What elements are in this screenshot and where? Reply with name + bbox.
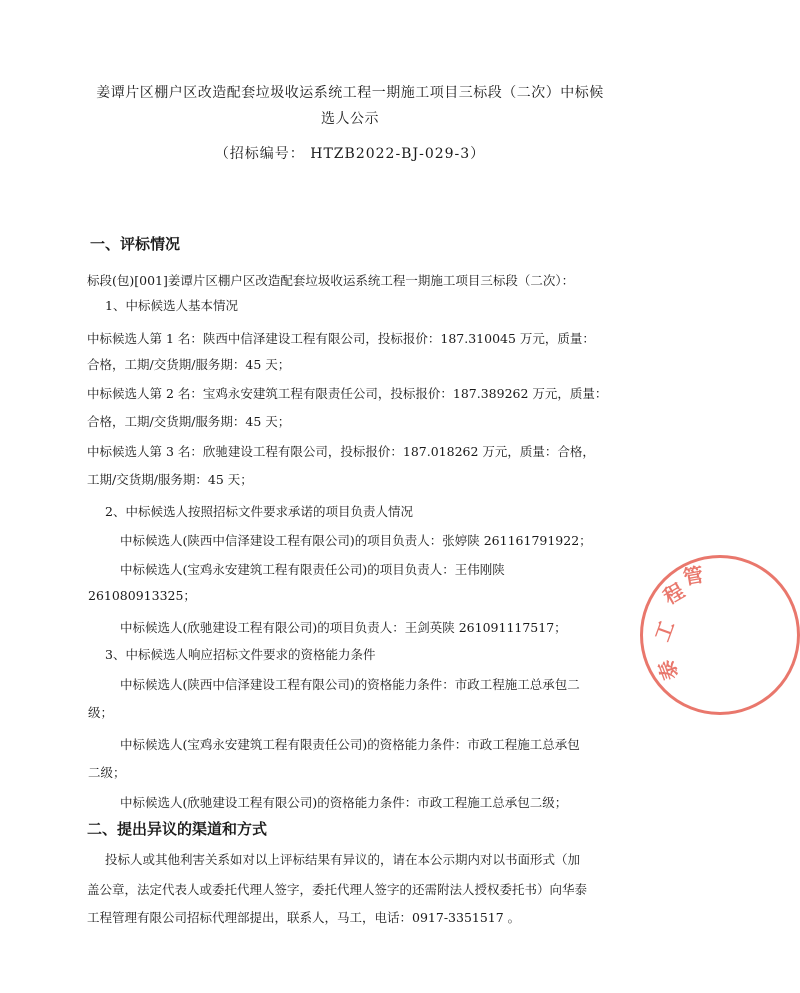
document-title: 姜谭片区棚户区改造配套垃圾收运系统工程一期施工项目三标段（二次）中标候 选人公示 [96, 85, 604, 127]
manager-line: 261080913325； [88, 588, 196, 603]
section-heading-evaluation: 一、评标情况 [90, 235, 181, 253]
qualification-line: 中标候选人(陕西中信泽建设工程有限公司)的资格能力条件：市政工程施工总承包二 [120, 677, 580, 692]
objection-line: 工程管理有限公司招标代理部提出，联系人，马工，电话：0917-3351517 。 [87, 910, 521, 925]
objection-line: 投标人或其他利害关系如对以上评标结果有异议的，请在本公示期内对以书面形式（加 [105, 852, 581, 867]
candidate-2-line2: 合格，工期/交货期/服务期：45 天； [87, 414, 291, 429]
manager-line: 中标候选人(宝鸡永安建筑工程有限责任公司)的项目负责人：王伟刚陕 [120, 562, 505, 577]
qualification-line: 中标候选人(宝鸡永安建筑工程有限责任公司)的资格能力条件：市政工程施工总承包 [120, 737, 580, 752]
qualification-line: 级； [88, 705, 114, 720]
objection-line: 盖公章，法定代表人或委托代理人签字，委托代理人签字的还需附法人授权委托书）向华泰 [87, 882, 588, 897]
subheading-candidates: 1、中标候选人基本情况 [105, 298, 238, 313]
qualification-line: 二级； [88, 765, 126, 780]
tender-number: （招标编号： HTZB2022-BJ-029-3） [214, 146, 486, 162]
manager-line: 中标候选人(陕西中信泽建设工程有限公司)的项目负责人：张婷陕 261161791922； [120, 533, 592, 548]
company-seal: 程 工 泰 管 [640, 555, 800, 715]
candidate-2-line1: 中标候选人第 2 名：宝鸡永安建筑工程有限责任公司，投标报价：187.389262 万元，质量： [87, 386, 608, 401]
lot-line: 标段(包)[001]姜谭片区棚户区改造配套垃圾收运系统工程一期施工项目三标段（二次）： [87, 273, 575, 288]
section-heading-objection: 二、提出异议的渠道和方式 [87, 820, 268, 838]
qualification-line: 中标候选人(欣驰建设工程有限公司)的资格能力条件：市政工程施工总承包二级； [120, 795, 568, 810]
subheading-project-managers: 2、中标候选人按照招标文件要求承诺的项目负责人情况 [105, 504, 413, 519]
candidate-1-line1: 中标候选人第 1 名：陕西中信泽建设工程有限公司，投标报价：187.310045 万元，质量： [87, 331, 595, 346]
candidate-3-line1: 中标候选人第 3 名：欣驰建设工程有限公司，投标报价：187.018262 万元，质量：合格， [87, 444, 595, 459]
subheading-qualifications: 3、中标候选人响应招标文件要求的资格能力条件 [105, 647, 376, 662]
manager-line: 中标候选人(欣驰建设工程有限公司)的项目负责人：王剑英陕 261091117517； [120, 620, 567, 635]
candidate-1-line2: 合格，工期/交货期/服务期：45 天； [87, 357, 291, 372]
candidate-3-line2: 工期/交货期/服务期：45 天； [87, 472, 253, 487]
